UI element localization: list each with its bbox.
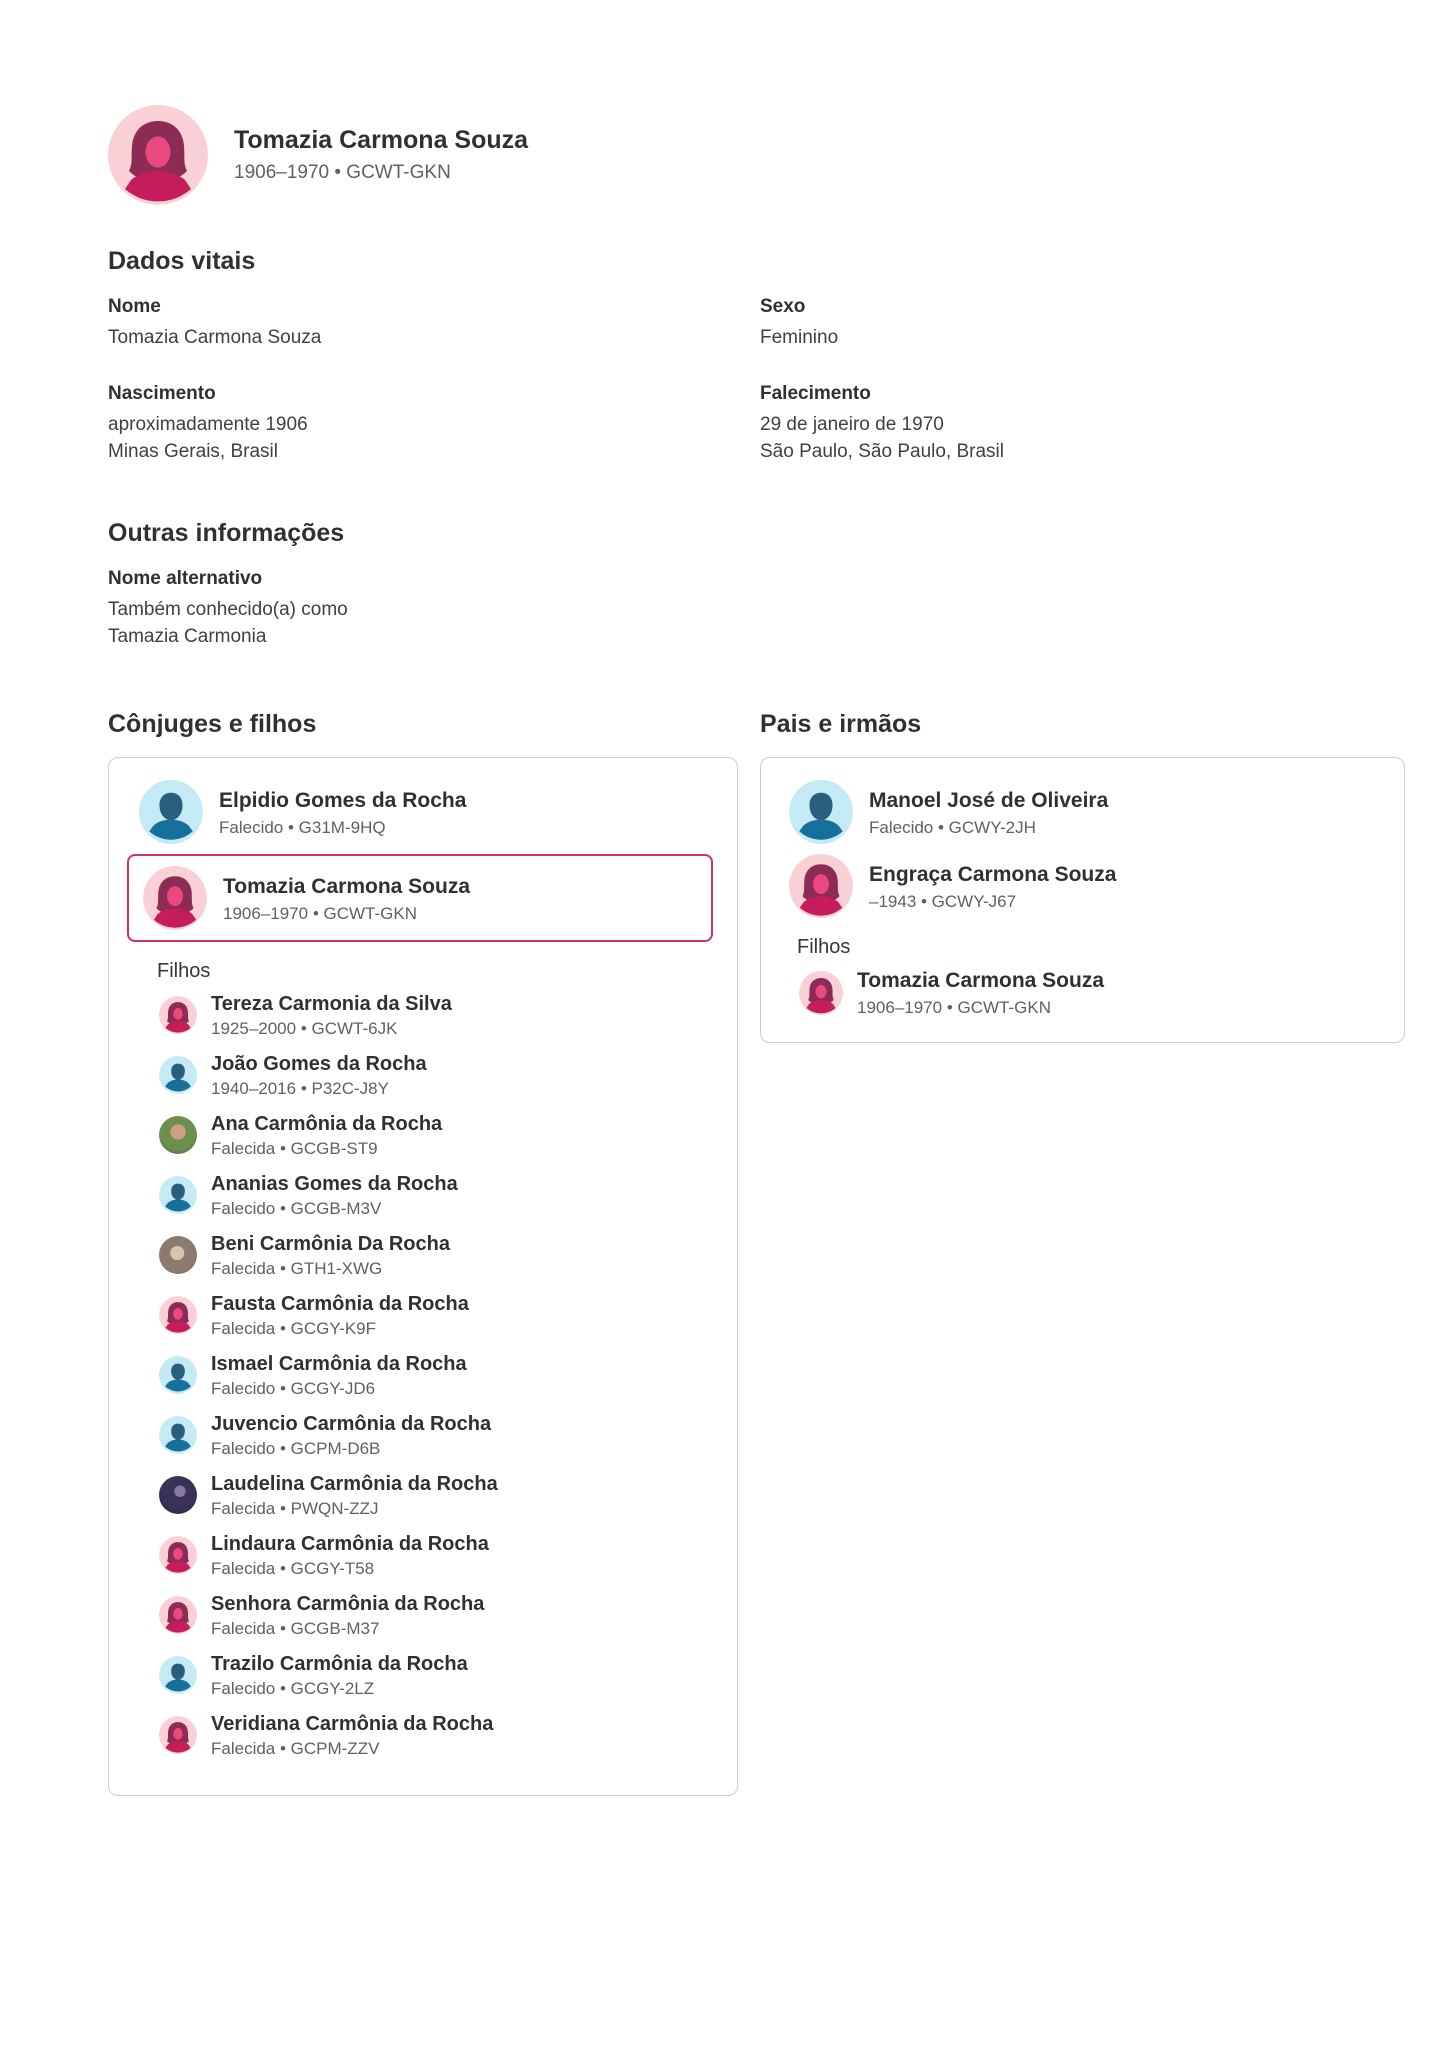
person-name-link[interactable]: Veridiana Carmônia da Rocha [211,1713,494,1735]
female-avatar-icon [159,996,197,1034]
person-row[interactable] [159,991,713,1039]
female-avatar-icon [159,1536,197,1574]
person-avatar-icon [159,1116,197,1154]
person-name-link[interactable]: Ananias Gomes da Rocha [211,1173,458,1195]
person-row[interactable] [159,1711,713,1759]
person-name-link[interactable]: Laudelina Carmônia da Rocha [211,1473,498,1495]
person-detail: Falecida • PWQN-ZZJ [211,1499,379,1518]
parents-family-card [760,757,1405,1043]
person-detail: Falecida • GCPM-ZZV [211,1739,380,1758]
male-avatar-icon [789,780,853,844]
person-detail: 1906–1970 • GCWT-GKN [857,998,1051,1017]
female-avatar-icon [789,854,853,918]
female-avatar-icon [799,971,843,1015]
alt-name-value: Tamazia Carmonia [108,626,267,647]
female-avatar-icon [159,1296,197,1334]
female-avatar-icon [159,1596,197,1634]
vital-field-birth [108,383,760,465]
vital-field-name [108,296,760,351]
person-name-link[interactable]: Engraça Carmona Souza [869,862,1117,886]
person-name-link[interactable]: Beni Carmônia Da Rocha [211,1233,450,1255]
person-row[interactable] [159,1411,713,1459]
person-name-link[interactable]: Senhora Carmônia da Rocha [211,1593,485,1615]
male-avatar-icon [159,1656,197,1694]
person-row[interactable] [159,1051,713,1099]
person-row[interactable] [159,1291,713,1339]
person-row[interactable] [159,1351,713,1399]
person-row[interactable] [159,1471,713,1519]
person-detail: Falecido • GCGB-M3V [211,1199,382,1218]
person-row[interactable] [159,1591,713,1639]
person-name-link[interactable]: Manoel José de Oliveira [869,788,1109,812]
female-avatar-icon [108,105,208,205]
field-value: Tomazia Carmona Souza [108,327,322,348]
person-name-link[interactable]: Tomazia Carmona Souza [223,874,470,898]
children-list [159,991,713,1759]
person-detail: 1906–1970 • GCWT-GKN [223,903,417,923]
person-name-link[interactable]: Tomazia Carmona Souza [857,969,1104,992]
person-detail: –1943 • GCWY-J67 [869,891,1017,911]
spouses-children-title: Cônjuges e filhos [108,710,317,738]
person-row-father[interactable] [789,780,1380,844]
male-avatar-icon [159,1176,197,1214]
profile-header [108,105,1405,205]
person-detail: Falecida • GTH1-XWG [211,1259,383,1278]
person-detail: Falecido • GCGY-JD6 [211,1379,376,1398]
vitals-section [108,247,1405,465]
person-detail: Falecida • GCGY-T58 [211,1559,375,1578]
person-detail: 1940–2016 • P32C-J8Y [211,1079,389,1098]
spouse-family-card [108,757,738,1796]
field-value: São Paulo, São Paulo, Brasil [760,441,1004,462]
alt-name-type: Também conhecido(a) como [108,599,348,620]
field-value: Minas Gerais, Brasil [108,441,278,462]
alt-name-label: Nome alternativo [108,568,263,589]
person-name-link[interactable]: Lindaura Carmônia da Rocha [211,1533,489,1555]
person-detail: Falecida • GCGB-M37 [211,1619,380,1638]
person-row[interactable] [159,1111,713,1159]
male-avatar-icon [159,1356,197,1394]
field-label: Sexo [760,296,806,317]
lifespan-and-id: 1906–1970 • GCWT-GKN [234,162,451,183]
person-detail: Falecido • GCPM-D6B [211,1439,381,1458]
person-avatar-icon [159,1476,197,1514]
female-avatar-icon [159,1716,197,1754]
vital-field-death [760,383,1405,465]
person-detail: Falecido • GCWY-2JH [869,817,1036,837]
parents-siblings-title: Pais e irmãos [760,710,922,738]
person-detail: 1925–2000 • GCWT-6JK [211,1019,398,1038]
spouses-children-section [108,710,760,1796]
person-detail: Falecida • GCGB-ST9 [211,1139,378,1158]
vital-field-sex [760,296,1405,351]
person-name-link[interactable]: Juvencio Carmônia da Rocha [211,1413,492,1435]
male-avatar-icon [159,1056,197,1094]
person-name-link[interactable]: Trazilo Carmônia da Rocha [211,1653,468,1675]
children-label: Filhos [797,936,851,958]
female-avatar-icon [143,866,207,930]
person-row[interactable] [159,1531,713,1579]
person-row-selected[interactable] [127,854,713,942]
field-value: 29 de janeiro de 1970 [760,414,944,435]
field-label: Nome [108,296,161,317]
person-row[interactable] [159,1231,713,1279]
person-name-link[interactable]: Elpidio Gomes da Rocha [219,788,467,812]
parents-siblings-section [760,710,1405,1043]
field-label: Nascimento [108,383,216,404]
other-info-section [108,519,1405,650]
person-detail: Falecido • G31M-9HQ [219,817,386,837]
field-label: Falecimento [760,383,871,404]
person-detail: Falecido • GCGY-2LZ [211,1679,375,1698]
male-avatar-icon [159,1416,197,1454]
person-detail: Falecida • GCGY-K9F [211,1319,376,1338]
other-info-title: Outras informações [108,519,345,547]
vitals-title: Dados vitais [108,247,256,275]
male-avatar-icon [139,780,203,844]
page-title: Tomazia Carmona Souza [234,126,529,154]
person-row-spouse[interactable] [139,780,713,844]
person-row[interactable] [159,1651,713,1699]
person-name-link[interactable]: Ana Carmônia da Rocha [211,1113,443,1135]
field-value: Feminino [760,327,839,348]
person-row-mother[interactable] [789,854,1380,918]
person-row-sibling[interactable] [799,967,1380,1018]
person-row[interactable] [159,1171,713,1219]
field-value: aproximadamente 1906 [108,414,308,435]
person-name-link[interactable]: Ismael Carmônia da Rocha [211,1353,467,1375]
children-label: Filhos [157,960,211,982]
person-name-link[interactable]: Tereza Carmonia da Silva [211,993,452,1015]
person-name-link[interactable]: João Gomes da Rocha [211,1053,427,1075]
person-name-link[interactable]: Fausta Carmônia da Rocha [211,1293,469,1315]
person-avatar-icon [159,1236,197,1274]
